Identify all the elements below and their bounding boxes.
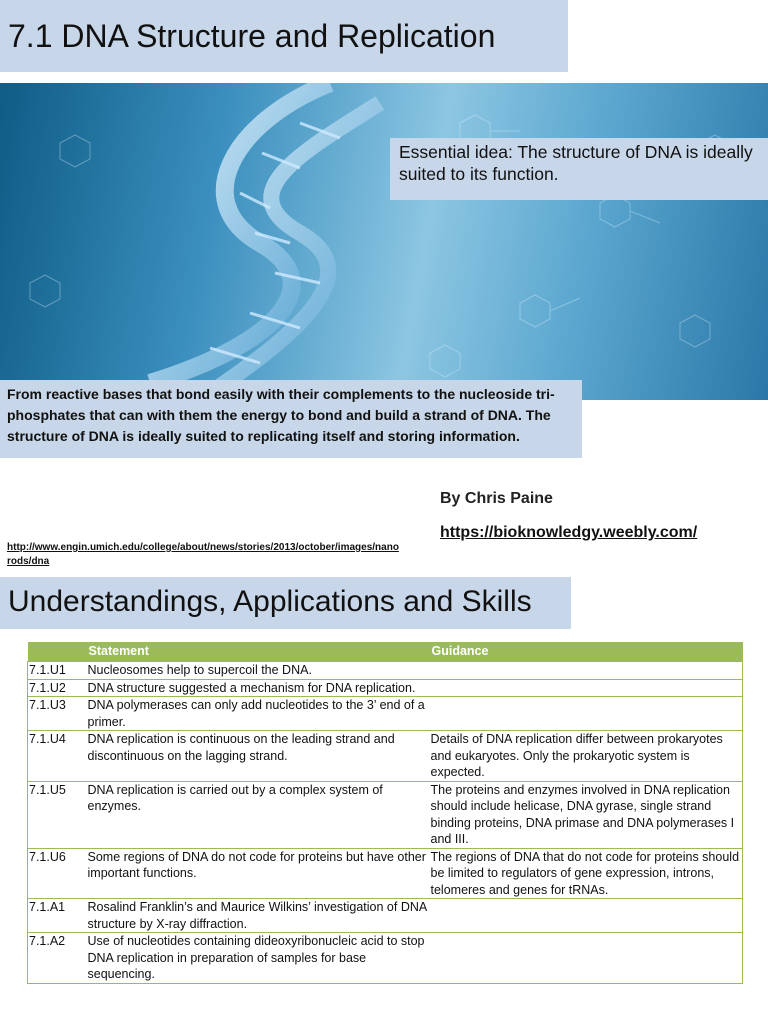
table-row	[28, 933, 743, 984]
header-code	[28, 642, 87, 662]
understandings-table	[27, 642, 743, 984]
row-statement: DNA replication is carried out by a complex system of enzymes.	[87, 781, 430, 848]
row-statement: Use of nucleotides containing dideoxyribonucleic acid to stop DNA replication in preparation of samples for base sequencing.	[87, 933, 430, 984]
row-code: 7.1.U2	[28, 679, 87, 697]
row-statement: Some regions of DNA do not code for proteins but have other important functions.	[87, 848, 430, 899]
image-source-link[interactable]: http://www.engin.umich.edu/college/about/news/stories/2013/october/images/nanorods/dna	[7, 542, 399, 567]
table-header-row	[28, 642, 743, 662]
table-row	[28, 697, 743, 731]
header-guidance: Guidance	[430, 642, 743, 662]
header-statement: Statement	[87, 642, 430, 662]
hero-caption-text: From reactive bases that bond easily with their complements to the nucleoside tri-phosphates that can with them the energy to bond and build a strand of DNA. The structure of DNA is ideally suited to replicating itself and storing information.	[7, 386, 555, 444]
row-statement: DNA replication is continuous on the leading strand and discontinuous on the lagging strand.	[87, 731, 430, 782]
row-code: 7.1.U5	[28, 781, 87, 848]
essential-idea-text: Essential idea: The structure of DNA is ideally suited to its function.	[399, 142, 753, 184]
row-statement: Nucleosomes help to supercoil the DNA.	[87, 662, 430, 680]
row-guidance: The proteins and enzymes involved in DNA replication should include helicase, DNA gyrase, single strand binding proteins, DNA primase and DNA polymerases I and III.	[430, 781, 743, 848]
row-code: 7.1.U1	[28, 662, 87, 680]
table-row	[28, 731, 743, 782]
page-title: 7.1 DNA Structure and Replication	[8, 18, 496, 54]
row-statement: DNA polymerases can only add nucleotides to the 3’ end of a primer.	[87, 697, 430, 731]
row-guidance: Details of DNA replication differ between prokaryotes and eukaryotes. Only the prokaryotic system is expected.	[430, 731, 743, 782]
table-row	[28, 662, 743, 680]
dna-helix-illustration	[0, 83, 768, 400]
row-code: 7.1.U4	[28, 731, 87, 782]
row-code: 7.1.U3	[28, 697, 87, 731]
row-guidance	[430, 679, 743, 697]
table-row	[28, 679, 743, 697]
table-row	[28, 848, 743, 899]
row-guidance	[430, 899, 743, 933]
website-link[interactable]: https://bioknowledgy.weebly.com/	[440, 524, 698, 541]
essential-idea-box	[390, 138, 768, 200]
row-code: 7.1.A1	[28, 899, 87, 933]
table-row	[28, 781, 743, 848]
table-row	[28, 899, 743, 933]
row-code: 7.1.U6	[28, 848, 87, 899]
section-banner	[0, 577, 571, 629]
row-guidance: The regions of DNA that do not code for proteins should be limited to regulators of gene expression, introns, telomeres and genes for tRNAs.	[430, 848, 743, 899]
row-statement: DNA structure suggested a mechanism for DNA replication.	[87, 679, 430, 697]
row-guidance	[430, 662, 743, 680]
title-banner	[0, 0, 568, 72]
author-byline: By Chris Paine	[440, 490, 553, 507]
row-guidance	[430, 933, 743, 984]
row-guidance	[430, 697, 743, 731]
hero-caption	[0, 380, 582, 458]
row-statement: Rosalind Franklin’s and Maurice Wilkins’ investigation of DNA structure by X-ray diffraction.	[87, 899, 430, 933]
dna-hero-image	[0, 83, 768, 400]
section-title: Understandings, Applications and Skills	[8, 585, 532, 618]
row-code: 7.1.A2	[28, 933, 87, 984]
